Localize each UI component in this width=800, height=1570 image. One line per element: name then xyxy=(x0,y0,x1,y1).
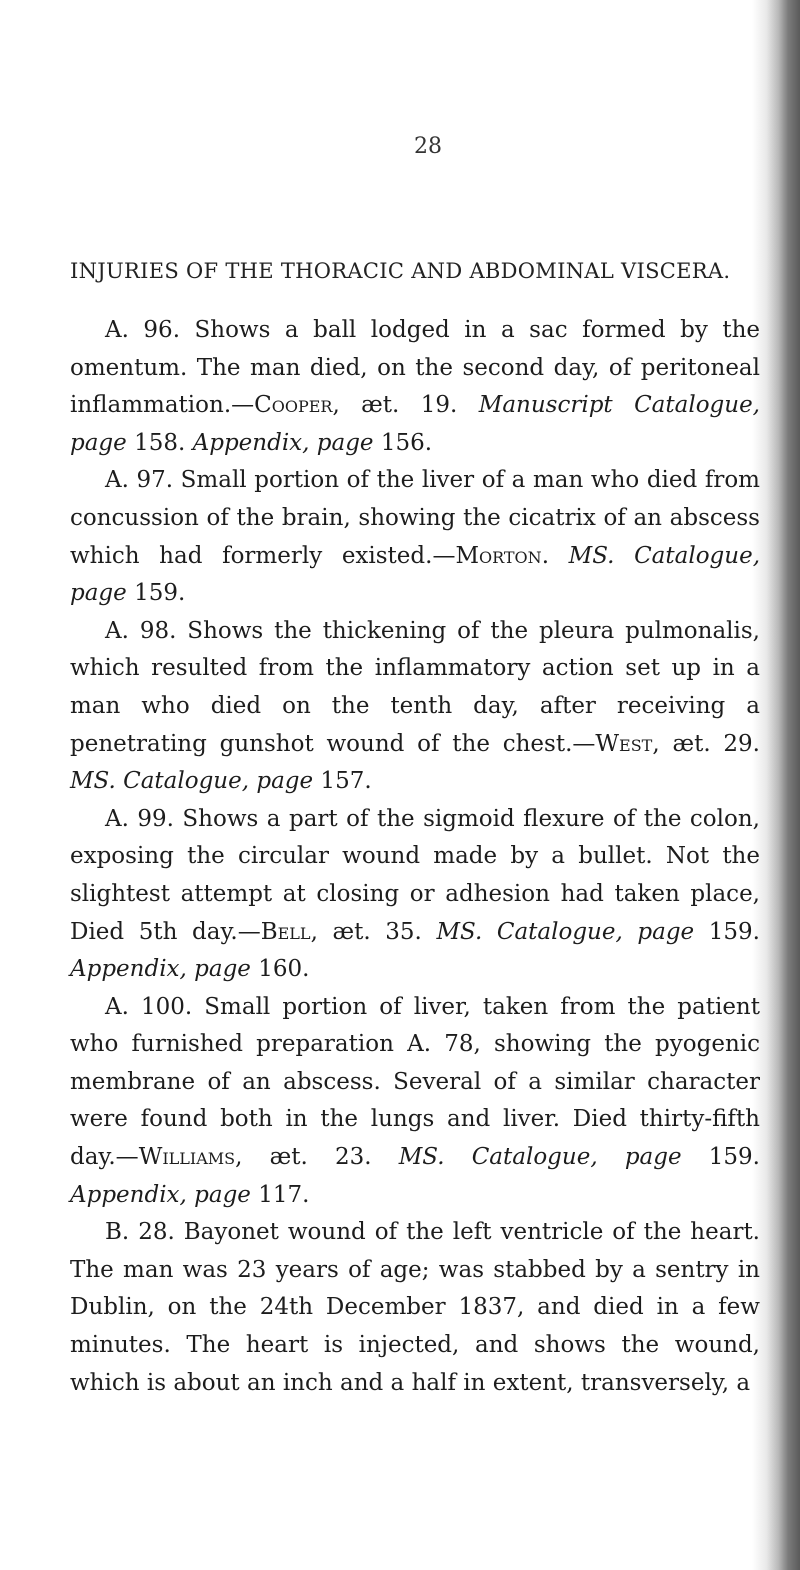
catalogue-entry-a96: A. 96. Shows a ball lodged in a sac formed by the omentum. The man died, on the second day, of peritoneal inflammation.—Cooper, æt. 19. Manuscript Catalogue, page 158. Appendix, page 156. xyxy=(70,317,760,456)
author-name: West xyxy=(595,730,653,757)
catalogue-entry-a100: A. 100. Small portion of liver, taken from the patient who furnished preparation A. 78, showing the pyogenic membrane of an abscess. Several of a similar character were found both in the lungs and liver. Died thirty-fifth day.—Williams, æt. 23. MS. Catalogue, page 159. Appendix, page 117. xyxy=(70,993,760,1208)
author-name: Cooper xyxy=(254,392,333,419)
catalogue-entry-a97: A. 97. Small portion of the liver of a man who died from concussion of the brain, showing the cicatrix of an abscess which had formerly existed.—Morton. MS. Catalogue, page 159. xyxy=(70,467,760,607)
author-name: Williams xyxy=(138,1144,236,1171)
author-name: Morton xyxy=(455,542,542,569)
running-head: INJURIES OF THE THORACIC AND ABDOMINAL VISCERA. xyxy=(70,259,731,283)
catalogue-entry-a98: A. 98. Shows the thickening of the pleura pulmonalis, which resulted from the inflammatory action set up in a man who died on the tenth day, after receiving a penetrating gunshot wound of the chest.—West, æt. 29. MS. Catalogue, page 157. xyxy=(70,617,760,795)
author-name: Bell xyxy=(260,918,311,945)
catalogue-entry-a99: A. 99. Shows a part of the sigmoid flexure of the colon, exposing the circular wound made by a bullet. Not the slightest attempt at closing or adhesion had taken place, Died 5th day.—Bell, æt. 35. MS. Catalogue, page 159. Appendix, page 160. xyxy=(70,805,760,983)
catalogue-entry-b28: B. 28. Bayonet wound of the left ventricle of the heart. The man was 23 years of age; was stabbed by a sentry in Dublin, on the 24th December 1837, and died in a few minutes. The heart is injected, and shows the wound, which is about an inch and a half in extent, transversely, a xyxy=(70,1219,760,1396)
page-number: 28 xyxy=(414,134,442,159)
body-text xyxy=(70,312,760,1402)
